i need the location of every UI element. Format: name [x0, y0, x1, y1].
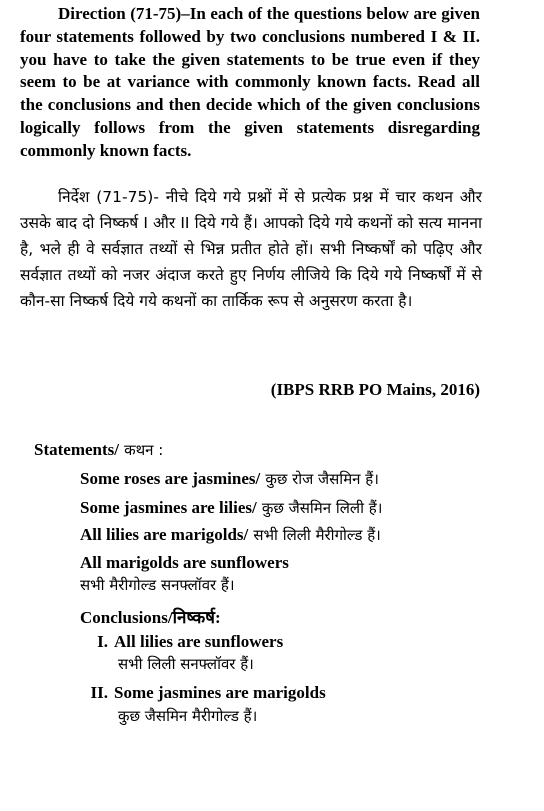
statements-heading-en: Statements/: [34, 440, 119, 459]
statement-4-en: All marigolds are sunflowers: [80, 553, 289, 572]
statement-3-en: All lilies are marigolds/: [80, 525, 249, 544]
conclusion-2-number: II.: [90, 683, 108, 702]
conclusion-1-en: All lilies are sunflowers: [114, 632, 284, 651]
statements-heading-hi: कथन :: [124, 441, 164, 459]
statement-4-hi: सभी मैरीगोल्ड सनफ्लॉवर हैं।: [80, 576, 235, 594]
direction-hindi: निर्देश (71-75)- नीचे दिये गये प्रश्नों में से प्रत्येक प्रश्न में चार कथन और उसके बाद दो निष्कर्ष I और II दिये गये हैं। आपको दिये गये कथनों को सत्य मानना है, भले ही वे सर्वज्ञात तथ्यों से भिन्न प्रतीत होते हों। सभी निष्कर्षों को पढ़िए और सर्वज्ञात तथ्यों को नजर अंदाज करते हुए निर्णय लीजिये कि दिये गये निष्कर्षों में से कौन-सा निष्कर्ष दिये गये कथनों का तार्किक रूप से अनुसरण करता है।: [20, 188, 482, 310]
direction-english: Direction (71-75)–In each of the questions below are given four statements followed by two conclusions numbered I & II. you have to take the given statements to be true even if they seem to be at variance with commonly known facts. Read all the conclusions and then decide which of the given conclusions logically follows from the given statements disregarding commonly known facts.: [20, 4, 480, 160]
statement-1-hi: कुछ रोज जैसमिन हैं।: [265, 470, 379, 488]
statement-1-en: Some roses are jasmines/: [80, 469, 261, 488]
statement-2-en: Some jasmines are lilies/: [80, 498, 257, 517]
statements-heading: [34, 440, 163, 460]
statement-3: [80, 525, 381, 545]
conclusion-1-number: I.: [97, 632, 108, 651]
conclusion-2-en: Some jasmines are marigolds: [114, 683, 326, 702]
statement-2: [80, 498, 382, 518]
statement-3-hi: सभी लिली मैरीगोल्ड हैं।: [253, 526, 381, 544]
conclusion-1: [78, 632, 283, 652]
conclusions-heading: [80, 605, 221, 628]
conclusion-2-hi: कुछ जैसमिन मैरीगोल्ड हैं।: [118, 707, 258, 725]
conclusion-1-hi: सभी लिली सनफ्लॉवर हैं।: [118, 655, 254, 673]
conclusion-2: [78, 683, 326, 703]
statement-2-hi: कुछ जैसमिन लिली हैं।: [261, 499, 383, 517]
exam-source: (IBPS RRB PO Mains, 2016): [270, 380, 480, 399]
statement-1: [80, 469, 379, 489]
conclusions-heading-text: Conclusions/निष्कर्ष:: [80, 608, 221, 627]
